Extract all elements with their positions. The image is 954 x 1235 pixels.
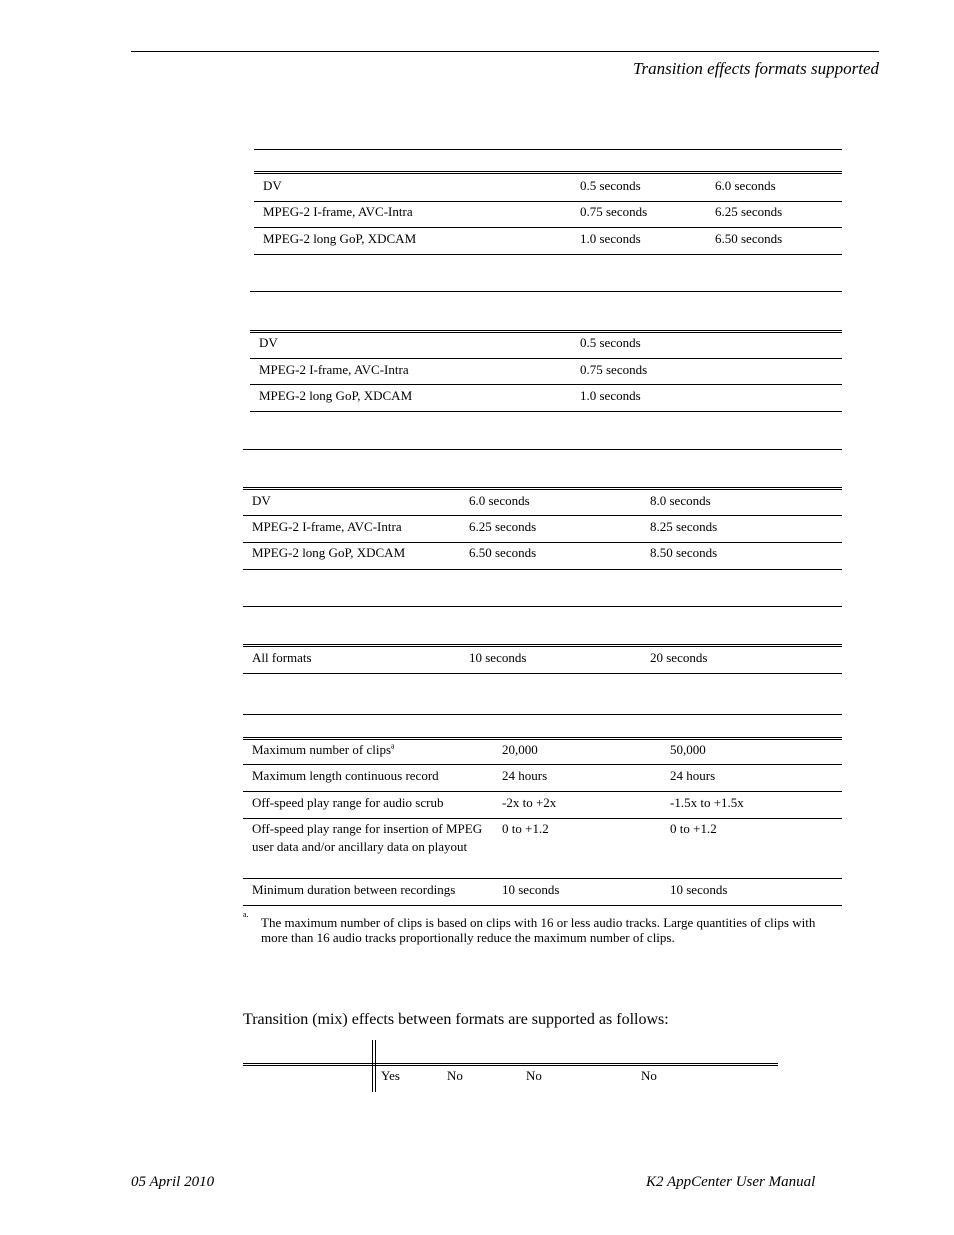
table-cell: 1.0 seconds — [580, 231, 641, 246]
table-cell: MPEG-2 long GoP, XDCAM — [252, 545, 406, 560]
footnote-mark: a. — [243, 910, 249, 919]
table-bottom-rule — [243, 905, 842, 906]
table-cell: Off-speed play range for insertion of MPEG user data and/or ancillary data on playout — [252, 821, 483, 854]
table-cell: 24 hours — [502, 768, 548, 783]
footnote-ref: a — [391, 741, 395, 751]
table-cell: MPEG-2 I-frame, AVC-Intra — [252, 519, 402, 534]
table-cell: 0 to +1.2 — [670, 821, 717, 836]
header-rule — [131, 51, 879, 52]
table-cell: -1.5x to +1.5x — [670, 795, 744, 810]
page-section-title: Transition effects formats supported — [632, 59, 879, 78]
table-cell: 6.25 seconds — [469, 519, 537, 534]
table-cell: 8.50 seconds — [650, 545, 718, 560]
table-cell: 10 seconds — [670, 882, 728, 897]
table-cell — [252, 741, 395, 759]
table-top-rule — [243, 714, 842, 715]
cell-text: Maximum number of clips — [252, 742, 392, 757]
footnote-text: The maximum number of clips is based on clips with 16 or less audio tracks. Large quantities of clips with more than 16 audio tracks proportionally reduce the maximum number of clips. — [261, 915, 816, 945]
table-cell: 10 seconds — [502, 882, 560, 897]
row-divider — [250, 358, 842, 359]
table-cell: Maximum length continuous record — [252, 768, 439, 783]
table-cell: All formats — [252, 650, 312, 665]
table-header-rule — [250, 330, 842, 333]
table-cell: 0.5 seconds — [580, 178, 641, 193]
table-cell: 10 seconds — [469, 650, 527, 665]
table-cell: 50,000 — [670, 742, 706, 757]
table-cell: Off-speed play range for audio scrub — [252, 795, 444, 810]
table-cell: 8.0 seconds — [650, 493, 711, 508]
column-divider — [375, 1040, 376, 1092]
table-cell: 6.50 seconds — [469, 545, 537, 560]
table-header-rule — [243, 737, 842, 740]
table-cell: 0 to +1.2 — [502, 821, 549, 836]
table-cell: 20,000 — [502, 742, 538, 757]
table-cell: 8.25 seconds — [650, 519, 718, 534]
table-cell: MPEG-2 long GoP, XDCAM — [263, 231, 417, 246]
table-header-rule — [254, 171, 842, 174]
table-top-rule — [243, 606, 842, 607]
table-bottom-rule — [254, 254, 842, 255]
table-cell: DV — [259, 335, 278, 350]
table-cell: MPEG-2 I-frame, AVC-Intra — [259, 362, 409, 377]
table-cell: 0.5 seconds — [580, 335, 641, 350]
footer-manual-title: K2 AppCenter User Manual — [646, 1174, 816, 1190]
table-cell: 24 hours — [670, 768, 716, 783]
table-cell: 0.75 seconds — [580, 362, 648, 377]
table-cell: No — [641, 1068, 657, 1083]
table-cell: DV — [263, 178, 282, 193]
row-divider — [250, 384, 842, 385]
table-cell: MPEG-2 long GoP, XDCAM — [259, 388, 413, 403]
table-bottom-rule — [243, 569, 842, 570]
table-cell: MPEG-2 I-frame, AVC-Intra — [263, 204, 413, 219]
footer-date: 05 April 2010 — [131, 1174, 215, 1190]
table-cell: 6.0 seconds — [469, 493, 530, 508]
table-cell: DV — [252, 493, 271, 508]
intro-paragraph: Transition (mix) effects between formats are supported as follows: — [243, 1011, 669, 1028]
table-cell: -2x to +2x — [502, 795, 557, 810]
table-cell: 20 seconds — [650, 650, 708, 665]
row-divider — [254, 227, 842, 228]
table-bottom-rule — [243, 673, 842, 674]
row-divider — [254, 201, 842, 202]
table-cell: 6.50 seconds — [715, 231, 783, 246]
table-header-rule — [243, 1063, 778, 1066]
table-cell: No — [526, 1068, 542, 1083]
table-top-rule — [254, 149, 842, 150]
row-divider — [243, 764, 842, 765]
row-divider — [243, 515, 842, 516]
table-cell: 6.0 seconds — [715, 178, 776, 193]
row-divider — [243, 791, 842, 792]
row-divider — [243, 542, 842, 543]
table-header-rule — [243, 644, 842, 647]
table-top-rule — [250, 291, 842, 292]
row-divider — [243, 878, 842, 879]
table-cell: 6.25 seconds — [715, 204, 783, 219]
table-top-rule — [243, 449, 842, 450]
table-bottom-rule — [250, 411, 842, 412]
table-header-rule — [243, 487, 842, 490]
table-cell: Yes — [381, 1068, 400, 1083]
column-divider — [372, 1040, 373, 1092]
row-divider — [243, 818, 842, 819]
table-cell: 0.75 seconds — [580, 204, 648, 219]
table-cell: No — [447, 1068, 463, 1083]
table-cell: 1.0 seconds — [580, 388, 641, 403]
table-cell: Minimum duration between recordings — [252, 882, 456, 897]
